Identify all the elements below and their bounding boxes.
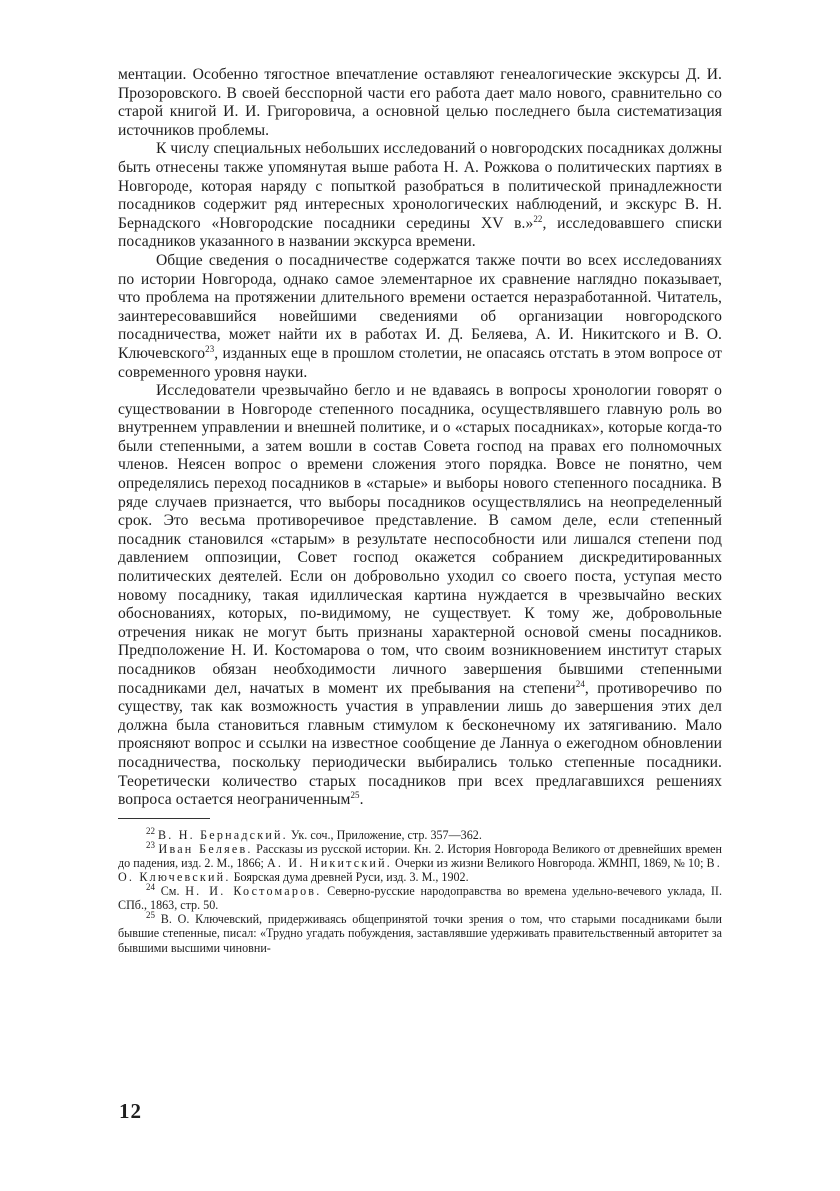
footnote-ref[interactable]: 22 xyxy=(533,213,543,224)
footnote-number: 25 xyxy=(146,910,155,921)
footnote-author: В. О. Ключевский. xyxy=(118,855,722,885)
footnote-text: Очерки из жизни Великого Новгорода. ЖМНП, 1869, № 10; xyxy=(391,855,707,870)
footnote-text: Северно-русские народоправства во времена удельно-вечевого уклада, II. СПб., 1863, стр. 50. xyxy=(118,884,722,913)
footnote-author: В. Н. Бернадский. xyxy=(158,827,288,842)
footnote-number: 22 xyxy=(146,825,155,836)
footnote-divider xyxy=(118,818,210,819)
paragraph xyxy=(118,140,722,252)
footnote xyxy=(118,839,722,885)
paragraph-text: Общие сведения о посадничестве содержатся также почти во всех исследованиях по истории Новгорода, однако самое элементарное их сравнение наглядно показывает, что проблема на протяжении длительного времени остается неразработанной. Читатель, заинтересовавшийся новейшими сведениями об организации новгородского посадничества, может найти их в работах И. Д. Беляева, А. И. Никитского и В. О. Ключевского xyxy=(118,251,722,362)
footnote xyxy=(118,884,722,912)
footnote-number: 24 xyxy=(146,882,155,893)
footnote-text: См. xyxy=(160,884,186,899)
paragraph-text: , изданных еще в прошлом столетии, не опасаясь отстать в этом вопросе от современного уровня науки. xyxy=(118,344,722,381)
footnote-ref[interactable]: 24 xyxy=(575,678,585,689)
main-text-block xyxy=(118,66,722,955)
paragraph-text: ментации. Особенно тягостное впечатление оставляют генеалогические экскурсы Д. И. Прозоровского. В своей бесспорной части его работа дает мало нового, сравнительно со старой книгой И. И. Григоровича, а основной целью последнего была систематизация источников проблемы. xyxy=(118,66,722,139)
footnote-author: Иван Беляев. xyxy=(158,841,253,856)
footnote-number: 23 xyxy=(146,839,155,850)
footnote-text: Ук. соч., Приложение, стр. 357—362. xyxy=(287,827,482,842)
paragraph-text: . xyxy=(359,791,364,809)
paragraph xyxy=(118,252,722,382)
footnote-author: А. И. Никитский. xyxy=(266,855,392,870)
paragraph-text: Исследователи чрезвычайно бегло и не вдаваясь в вопросы хронологии говорят о существовании в Новгороде степенного посадника, осуществлявшего главную роль во внутреннем управлении и внешней политике, и о «старых посадниках», которые когда-то были степенными, а затем вошли в состав Совета господ на правах его полномочных членов. Неясен вопрос о времени сложения этого порядка. Вовсе не понятно, чем определялись переход посадников в «старые» и выборы нового степенного посадника. В ряде случаев признается, что выборы посадников осуществлялись на неопределенный срок. Это весьма противоречивое представление. В самом деле, если степенный посадник становился «старым» в результате неспособности или лишался степени под давлением оппозиции, Совет господ окажется собранием дискредитированных политических деятелей. Если он добровольно уходил со своего поста, уступая место новому посаднику, такая идиллическая картина нуждается в чрезвычайно веских обоснованиях, которых, по-видимому, не существует. К тому же, добровольные отречения никак не могут быть признаны характерной основой смены посадников. Предположение Н. И. Костомарова о том, что своим возникновением институт старых посадников обязан необходимости личного завершения бывшими степенными посадниками дел, начатых в момент их пребывания на степени xyxy=(118,382,722,697)
paragraph xyxy=(118,382,722,810)
paragraph xyxy=(118,66,722,140)
paragraph-text: , противоречиво по существу, так как возможность участия в управлении лишь до завершения этих дел должна была становиться главным стимулом к бесконечному их затягиванию. Мало проясняют вопрос и ссылки на известное сообщение де Ланнуа о ежегодном обновлении посадничества, поскольку периодически выбирались только степенные посадники. Теоретически количество старых посадников при всех предлагавшихся решениях вопроса остается неограниченным xyxy=(118,679,722,809)
footnote-text: В. О. Ключевский, придерживаясь общепринятой точки зрения о том, что старыми посадниками были бывшие степенные, писал: «Трудно угадать побуждения, заставлявшие удерживать правительственный авторитет за бывшими высшими чиновни- xyxy=(118,912,722,955)
paragraph-text: К числу специальных небольших исследований о новгородских посадниках должны быть отнесены также упомянутая выше работа Н. А. Рожкова о политических партиях в Новгороде, которая наряду с попыткой разобраться в политической принадлежности посадников содержит ряд интересных хронологических наблюдений, и экскурс В. Н. Бернадского «Новгородские посадники середины XV в.» xyxy=(118,140,722,232)
footnote-text: Рассказы из русской истории. Кн. 2. История Новгорода Великого от древнейших времен до падения, изд. 2. М., 1866; xyxy=(118,841,722,870)
footnote xyxy=(118,912,722,954)
footnote-ref[interactable]: 23 xyxy=(205,343,215,354)
footnote-text: Боярская дума древней Руси, изд. 3. М., 1902. xyxy=(230,870,469,885)
footnote-author: Н. И. Костомаров. xyxy=(185,884,322,899)
page-number: 12 xyxy=(119,1099,142,1123)
footnote-ref[interactable]: 25 xyxy=(350,789,360,800)
paragraph-text: , исследовавшего списки посадников указанного в названии экскурса времени. xyxy=(118,214,723,251)
footnote xyxy=(118,825,722,842)
